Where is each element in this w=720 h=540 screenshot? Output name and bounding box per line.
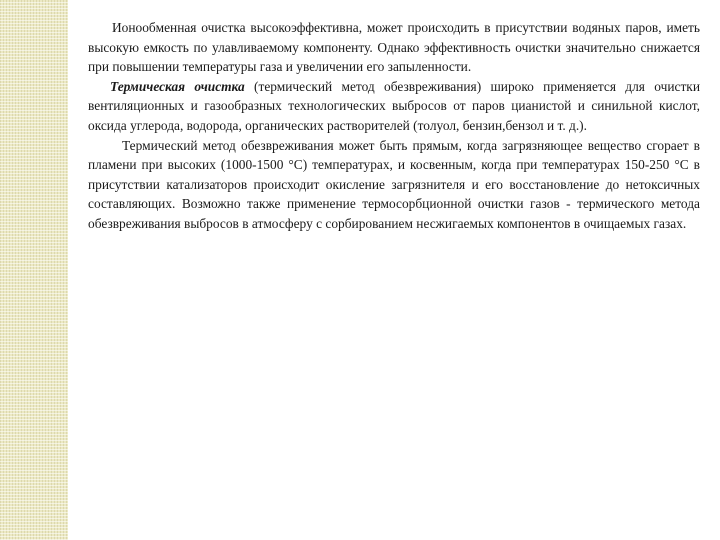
paragraph-thermal-cleaning	[88, 77, 700, 136]
paragraph-text: Термический метод обезвреживания может быть прямым, когда загрязняющее вещество сгорает в пламени при высоких (1000-1500 °С) температурах, и косвенным, когда при температурах 150-250 °С в присутствии катализаторов происходит окисление загрязнителя и его восстановление до нетоксичных составляющих. Возможно также применение термосорбционной очистки газов - термического метода обезвреживания выбросов в атмосферу с сорбированием несжигаемых компонентов в очищаемых газах.	[88, 137, 700, 231]
paragraph-thermal-method	[88, 136, 700, 234]
paragraph-text: Ионообменная очистка высокоэффективна, может происходить в присутствии водяных паров, иметь высокую емкость по улавливаемому компоненту. Однако эффективность очистки значительно снижается при повышении температуры газа и увеличении его запыленности.	[88, 20, 700, 75]
paragraph-ion-exchange	[88, 18, 700, 77]
decorative-side-strip	[0, 0, 68, 540]
term-thermal-cleaning: Термическая очистка	[110, 78, 245, 94]
document-text	[88, 18, 700, 234]
paragraph-text: (термический метод обезвреживания) широко применяется для очистки вентиляционных и газообразных технологических выбросов от паров цианистой и синильной кислот, оксида углерода, водорода, органических растворителей (толуол, бензин,бензол и т. д.).	[88, 78, 700, 133]
